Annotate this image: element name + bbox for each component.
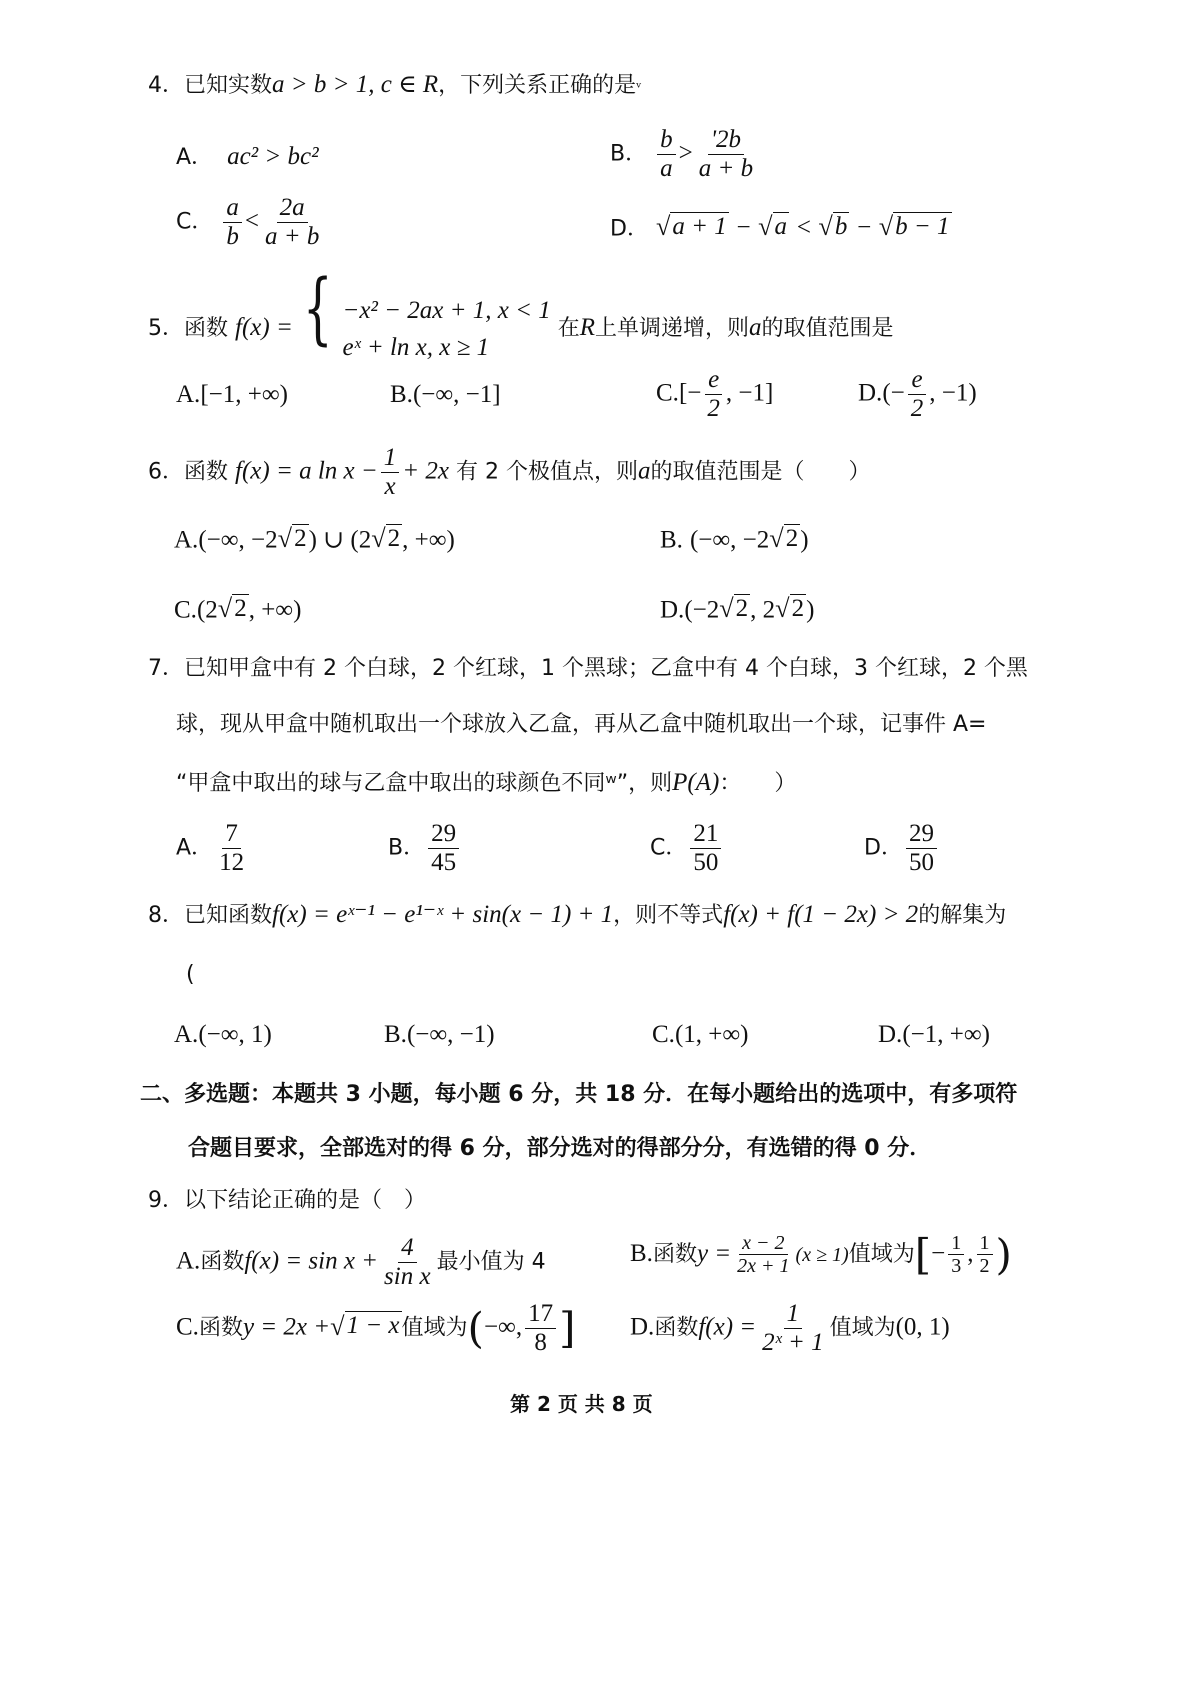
denominator: 2x + 1 bbox=[737, 1255, 790, 1278]
denominator: 2 bbox=[910, 395, 924, 422]
fraction bbox=[525, 1300, 556, 1357]
function-expression: y = bbox=[696, 1239, 732, 1267]
q7-option-d bbox=[864, 820, 940, 877]
q8-option-b bbox=[384, 1020, 495, 1050]
expr-part: −∞, bbox=[483, 1313, 523, 1341]
question-number: 7． bbox=[148, 656, 184, 681]
question-number: 4． bbox=[148, 73, 184, 98]
denominator: 2ˣ + 1 bbox=[762, 1329, 824, 1356]
denominator: b bbox=[226, 223, 239, 250]
question-text: ： ） bbox=[719, 771, 797, 796]
option-label: C. bbox=[652, 1021, 675, 1048]
option-expression bbox=[656, 214, 952, 241]
option-expression: (1, +∞) bbox=[674, 1021, 749, 1048]
option-label: A． bbox=[176, 145, 214, 170]
expr-part: (− bbox=[882, 379, 905, 407]
fraction bbox=[216, 820, 247, 877]
expr-part: (2 bbox=[196, 596, 218, 624]
fraction bbox=[734, 1232, 792, 1278]
expr-part: (−∞, −2 bbox=[198, 526, 278, 554]
expr-part: ) bbox=[806, 596, 815, 624]
denominator: 50 bbox=[693, 849, 719, 876]
option-label: D． bbox=[610, 216, 649, 242]
option-label: D. bbox=[660, 596, 685, 624]
option-label: D． bbox=[864, 835, 903, 861]
question-8-paren bbox=[186, 962, 195, 988]
q7-option-c bbox=[650, 820, 724, 877]
fraction bbox=[690, 820, 721, 877]
q9-option-c bbox=[176, 1300, 576, 1357]
q5-option-a bbox=[176, 380, 288, 410]
q4-option-d bbox=[610, 212, 952, 243]
question-6-stem bbox=[148, 444, 870, 501]
fraction bbox=[262, 194, 322, 251]
expr-part: , 2 bbox=[750, 596, 776, 624]
q6-option-a bbox=[174, 524, 455, 555]
numerator: 4 bbox=[398, 1234, 417, 1263]
numerator: 2a bbox=[277, 194, 308, 223]
numerator: 29 bbox=[428, 820, 459, 849]
question-text: 以下结论正确的是（ ） bbox=[184, 1188, 427, 1213]
denominator: 8 bbox=[534, 1329, 547, 1356]
condition-expression: a > b > 1, c ∈ R bbox=[272, 71, 439, 98]
radicand: 1 − x bbox=[346, 1312, 400, 1340]
radicand: 2 bbox=[785, 525, 799, 552]
question-text: 在 bbox=[557, 316, 580, 341]
q9-option-d bbox=[630, 1300, 950, 1357]
numerator: 17 bbox=[525, 1300, 556, 1329]
section-heading: 二、多选题：本题共 3 小题，每小题 6 分，共 18 分．在每小题给出的选项中，有多项符 bbox=[140, 1082, 1018, 1107]
option-text: 函数 bbox=[652, 1241, 697, 1267]
q5-option-c bbox=[656, 366, 773, 423]
option-label: A. bbox=[174, 526, 199, 554]
numerator: b bbox=[657, 126, 676, 155]
relation: < bbox=[244, 207, 259, 235]
square-root: √ b bbox=[818, 212, 848, 242]
question-4-stem bbox=[148, 70, 641, 100]
fraction bbox=[428, 820, 459, 877]
question-text: 已知实数 bbox=[184, 73, 273, 98]
function-expression: f(x) = sin x + bbox=[244, 1247, 379, 1275]
question-7-line-1 bbox=[148, 656, 1028, 682]
domain-condition: (x ≥ 1) bbox=[795, 1243, 849, 1266]
operator: − bbox=[931, 1239, 946, 1267]
radicand: a bbox=[774, 213, 788, 240]
option-text: 值域为 bbox=[401, 1315, 468, 1341]
case-1: −x² − 2ax + 1, x < 1 bbox=[342, 296, 551, 324]
radicand: b bbox=[834, 213, 848, 240]
option-label: B. bbox=[390, 381, 413, 408]
radicand: 2 bbox=[791, 595, 805, 622]
denominator: a + b bbox=[698, 155, 754, 182]
expr-part: , −1) bbox=[929, 379, 977, 407]
fraction bbox=[906, 820, 937, 877]
square-root: √ a + 1 bbox=[655, 212, 727, 242]
bracket: [ bbox=[914, 1229, 932, 1279]
question-text: 球，现从甲盒中随机取出一个球放入乙盒，再从乙盒中随机取出一个球，记事件 A= bbox=[176, 712, 987, 737]
fraction bbox=[908, 366, 927, 423]
relation: > bbox=[678, 139, 693, 167]
probability-expression: P(A) bbox=[672, 769, 720, 796]
brace: { bbox=[302, 264, 333, 354]
section-heading: 合题目要求，全部选对的得 6 分，部分选对的得部分分，有选错的得 0 分． bbox=[188, 1136, 932, 1161]
radicand: a + 1 bbox=[672, 213, 727, 240]
fraction bbox=[223, 194, 242, 251]
option-label: C． bbox=[176, 209, 214, 235]
page-footer bbox=[510, 1392, 653, 1416]
q5-option-d bbox=[858, 366, 977, 423]
case-2: eˣ + ln x, x ≥ 1 bbox=[342, 334, 490, 361]
option-label: A. bbox=[176, 381, 201, 408]
function-name: f(x) = bbox=[235, 314, 293, 341]
set-symbol: R bbox=[579, 314, 596, 341]
option-expression: ac² > bc² bbox=[227, 143, 319, 170]
denominator: 2 bbox=[979, 1255, 990, 1278]
option-label: A. bbox=[174, 1021, 199, 1048]
question-number: 5． bbox=[148, 316, 184, 341]
radicand: 2 bbox=[387, 525, 401, 552]
q4-option-b bbox=[610, 126, 759, 183]
expr-part: (−2 bbox=[684, 596, 720, 624]
radicand: 2 bbox=[294, 525, 307, 552]
variable: a bbox=[749, 314, 762, 341]
section-2-heading-line-2 bbox=[188, 1136, 931, 1162]
square-root: √ 1 − x bbox=[330, 1311, 400, 1341]
denominator: 50 bbox=[908, 849, 934, 876]
question-text: “甲盒中取出的球与乙盒中取出的球颜色不同ʷ”，则 bbox=[176, 771, 673, 796]
option-expression: [−1, +∞) bbox=[200, 381, 288, 408]
option-text: 值域为 bbox=[848, 1241, 915, 1267]
operator: − bbox=[855, 214, 873, 242]
q9-option-b bbox=[630, 1229, 1012, 1279]
variable: a bbox=[637, 457, 651, 485]
option-expression: (−∞, −1] bbox=[412, 381, 501, 408]
option-label: A. bbox=[176, 1247, 201, 1275]
option-label: B． bbox=[388, 835, 426, 861]
separator: , bbox=[967, 1239, 974, 1267]
page-number: 第 2 页 共 8 页 bbox=[510, 1392, 653, 1416]
question-text: 的取值范围是（ ） bbox=[650, 459, 871, 485]
option-text: 最小值为 4 bbox=[436, 1249, 546, 1275]
option-label: C． bbox=[650, 835, 688, 861]
q6-option-d bbox=[660, 594, 814, 625]
radicand: 2 bbox=[234, 595, 247, 622]
function-expression: + 2x bbox=[402, 457, 449, 485]
fraction bbox=[977, 1232, 993, 1278]
option-label: C. bbox=[176, 1313, 199, 1341]
question-8-stem bbox=[148, 900, 1006, 930]
denominator: a bbox=[660, 155, 673, 182]
bracket: ] bbox=[559, 1303, 576, 1353]
option-label: D. bbox=[878, 1021, 903, 1048]
fraction bbox=[704, 366, 723, 423]
option-label: B． bbox=[610, 141, 648, 167]
q7-option-a bbox=[176, 820, 250, 877]
option-label: B. bbox=[630, 1239, 653, 1267]
expr-part: ) bbox=[800, 526, 809, 554]
option-expression: (−∞, 1) bbox=[198, 1021, 272, 1048]
piecewise-cases bbox=[342, 292, 550, 367]
square-root: √ 2 bbox=[769, 524, 799, 554]
operator: − bbox=[735, 214, 752, 242]
option-label: A． bbox=[176, 835, 214, 861]
function-expression: f(x) = a ln x − bbox=[235, 457, 378, 485]
question-7-line-3 bbox=[176, 768, 796, 798]
fraction bbox=[759, 1300, 826, 1357]
q4-option-a bbox=[176, 142, 319, 172]
question-text: ，则不等式 bbox=[613, 903, 724, 928]
expr-part: , +∞) bbox=[402, 526, 455, 554]
question-text: 已知甲盒中有 2 个白球，2 个红球，1 个黑球；乙盒中有 4 个白球，3 个红球，2 个黑 bbox=[184, 656, 1028, 681]
range-expression: (0, 1) bbox=[895, 1313, 950, 1341]
square-root: √ 2 bbox=[719, 594, 749, 624]
q6-option-c bbox=[174, 594, 301, 625]
denominator: 3 bbox=[951, 1255, 962, 1278]
option-label: B. bbox=[384, 1021, 407, 1048]
numerator: 29 bbox=[906, 820, 937, 849]
expr-part: ) ∪ (2 bbox=[308, 526, 372, 554]
denominator: x bbox=[384, 473, 396, 500]
numerator: x − 2 bbox=[739, 1232, 787, 1255]
section-2-heading-line-1 bbox=[140, 1082, 1017, 1108]
question-text: 有 2 个极值点，则 bbox=[455, 459, 638, 485]
question-text: 的取值范围是 bbox=[761, 316, 894, 341]
question-number: 9． bbox=[148, 1188, 184, 1213]
inequality-expression: f(x) + f(1 − 2x) > 2 bbox=[723, 901, 919, 928]
option-label: B. bbox=[660, 526, 683, 554]
q8-option-a bbox=[174, 1020, 272, 1050]
stray-mark: ᵛ bbox=[636, 80, 642, 96]
fraction bbox=[381, 444, 400, 501]
q4-option-c bbox=[176, 194, 325, 251]
square-root: √ 2 bbox=[277, 524, 307, 554]
radicand: b − 1 bbox=[895, 213, 950, 240]
square-root: √ a bbox=[758, 212, 788, 242]
expr-part: (−∞, −2 bbox=[689, 526, 770, 554]
option-expression: (−1, +∞) bbox=[902, 1021, 990, 1048]
numerator: '2b bbox=[708, 126, 744, 155]
question-text: 函数 bbox=[184, 459, 229, 485]
question-text: 函数 bbox=[184, 316, 229, 341]
fraction bbox=[381, 1234, 434, 1291]
option-label: D. bbox=[858, 379, 883, 407]
denominator: 2 bbox=[707, 395, 720, 422]
q8-option-c bbox=[652, 1020, 749, 1050]
option-text: 值域为 bbox=[829, 1315, 896, 1341]
numerator: 1 bbox=[381, 444, 400, 473]
function-expression: f(x) = eˣ⁻¹ − e¹⁻ˣ + sin(x − 1) + 1 bbox=[272, 901, 614, 928]
option-label: D. bbox=[630, 1313, 655, 1341]
option-text: 函数 bbox=[654, 1315, 699, 1341]
denominator: 45 bbox=[431, 849, 457, 876]
option-label: C. bbox=[174, 596, 197, 624]
denominator: sin x bbox=[384, 1263, 431, 1290]
square-root: √ 2 bbox=[371, 524, 401, 554]
numerator: e bbox=[705, 366, 722, 395]
question-5-stem bbox=[148, 264, 894, 367]
question-9-stem bbox=[148, 1188, 426, 1214]
answer-paren: ( bbox=[186, 962, 195, 987]
q7-option-b bbox=[388, 820, 462, 877]
option-expression: (−∞, −1) bbox=[406, 1021, 495, 1048]
question-number: 6． bbox=[148, 459, 184, 485]
function-expression: f(x) = bbox=[698, 1313, 757, 1341]
denominator: 12 bbox=[219, 849, 245, 876]
numerator: e bbox=[908, 366, 925, 395]
numerator: 1 bbox=[948, 1232, 964, 1255]
option-text: 函数 bbox=[198, 1315, 243, 1341]
fraction bbox=[948, 1232, 964, 1278]
numerator: 1 bbox=[977, 1232, 993, 1255]
numerator: 21 bbox=[690, 820, 721, 849]
question-text: ，下列关系正确的是 bbox=[438, 73, 637, 98]
expr-part: , −1] bbox=[725, 379, 774, 407]
question-7-line-2 bbox=[176, 712, 986, 738]
q8-option-d bbox=[878, 1020, 990, 1050]
numerator: 1 bbox=[784, 1300, 803, 1329]
expr-part: , +∞) bbox=[248, 596, 302, 624]
question-text: 上单调递增，则 bbox=[595, 316, 750, 341]
q9-option-a bbox=[176, 1234, 546, 1291]
bracket: ) bbox=[995, 1229, 1012, 1279]
square-root: √ 2 bbox=[775, 594, 805, 624]
relation: < bbox=[795, 214, 813, 242]
question-number: 8． bbox=[148, 903, 184, 928]
q6-option-b bbox=[660, 524, 809, 555]
denominator: a + b bbox=[264, 223, 320, 250]
numerator: a bbox=[223, 194, 242, 223]
radicand: 2 bbox=[735, 595, 749, 622]
option-label: C. bbox=[656, 379, 679, 407]
bracket: ( bbox=[467, 1303, 484, 1353]
fraction bbox=[657, 126, 676, 183]
question-text: 的解集为 bbox=[918, 903, 1007, 928]
q5-option-b bbox=[390, 380, 501, 410]
square-root: √ 2 bbox=[217, 594, 247, 624]
square-root: √ b − 1 bbox=[878, 212, 950, 242]
fraction bbox=[696, 126, 756, 183]
function-expression: y = 2x + bbox=[242, 1313, 331, 1341]
question-text: 已知函数 bbox=[184, 903, 273, 928]
option-text: 函数 bbox=[200, 1249, 245, 1275]
numerator: 7 bbox=[222, 820, 241, 849]
expr-part: [− bbox=[678, 379, 702, 407]
